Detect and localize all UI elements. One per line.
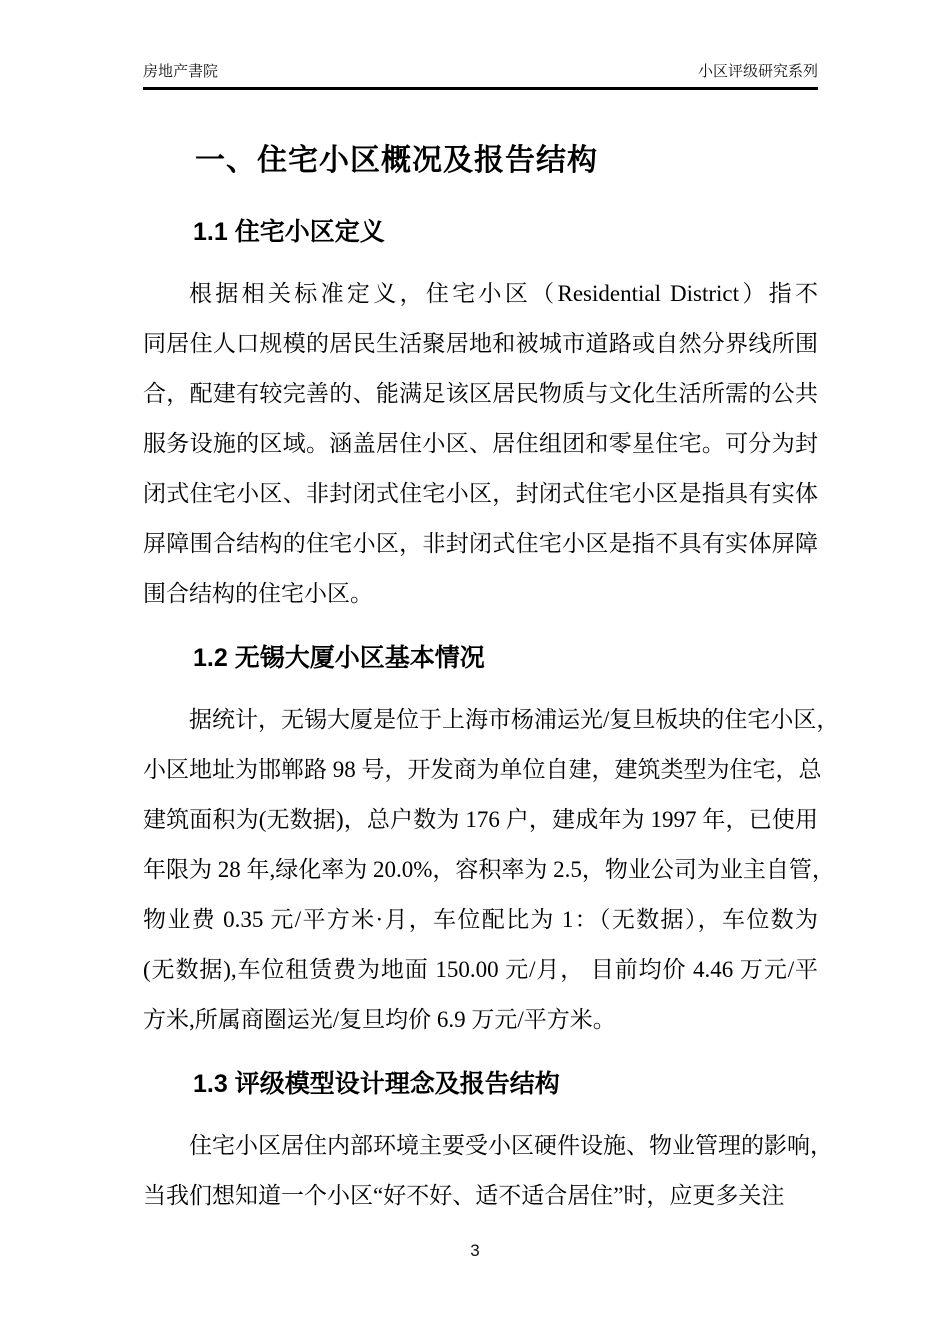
paragraph-line: (无数据),车位租赁费为地面 150.00 元/月， 目前均价 4.46 万元/平 <box>143 957 818 982</box>
section-heading-1-2: 1.2 无锡大厦小区基本情况 <box>193 644 485 672</box>
paragraph-line: 住宅小区居住内部环境主要受小区硬件设施、物业管理的影响， <box>189 1133 833 1158</box>
header-left-label: 房地产書院 <box>143 63 219 80</box>
section-1-1-paragraph <box>143 269 818 619</box>
paragraph-line: 年限为 28 年,绿化率为 20.0%，容积率为 2.5，物业公司为业主自管， <box>143 857 835 882</box>
paragraph-line: 方米,所属商圈运光/复旦均价 6.9 万元/平方米。 <box>143 1007 616 1032</box>
paragraph-line: 服务设施的区域。涵盖居住小区、居住组团和零星住宅。可分为封 <box>143 431 818 456</box>
paragraph-line: 当我们想知道一个小区“好不好、适不适合居住”时，应更多关注 <box>143 1183 785 1208</box>
section-heading-1-3: 1.3 评级模型设计理念及报告结构 <box>193 1070 560 1098</box>
paragraph-line: 建筑面积为(无数据)，总户数为 176 户，建成年为 1997 年，已使用 <box>143 807 818 832</box>
section-1-2-paragraph <box>143 695 840 1045</box>
page-number: 3 <box>470 1241 480 1260</box>
page-header <box>143 0 818 90</box>
paragraph-line: 小区地址为邯郸路 98 号，开发商为单位自建，建筑类型为住宅，总 <box>143 757 822 782</box>
paragraph-line: 根据相关标准定义，住宅小区（Residential District）指不 <box>189 281 818 306</box>
paragraph-line: 围合结构的住宅小区。 <box>143 581 373 606</box>
document-title: 一、住宅小区概况及报告结构 <box>195 144 598 177</box>
paragraph-line: 合，配建有较完善的、能满足该区居民物质与文化生活所需的公共 <box>143 381 818 406</box>
section-heading-1-1: 1.1 住宅小区定义 <box>193 218 385 246</box>
paragraph-line: 闭式住宅小区、非封闭式住宅小区，封闭式住宅小区是指具有实体 <box>143 481 818 506</box>
section-1-3-paragraph <box>143 1121 833 1221</box>
header-right-label: 小区评级研究系列 <box>697 63 818 80</box>
paragraph-line: 屏障围合结构的住宅小区，非封闭式住宅小区是指不具有实体屏障 <box>143 531 818 556</box>
paragraph-line: 物业费 0.35 元/平方米·月，车位配比为 1：（无数据），车位数为 <box>143 907 818 932</box>
paragraph-line: 据统计，无锡大厦是位于上海市杨浦运光/复旦板块的住宅小区， <box>189 707 840 732</box>
paragraph-line: 同居住人口规模的居民生活聚居地和被城市道路或自然分界线所围 <box>143 331 818 356</box>
